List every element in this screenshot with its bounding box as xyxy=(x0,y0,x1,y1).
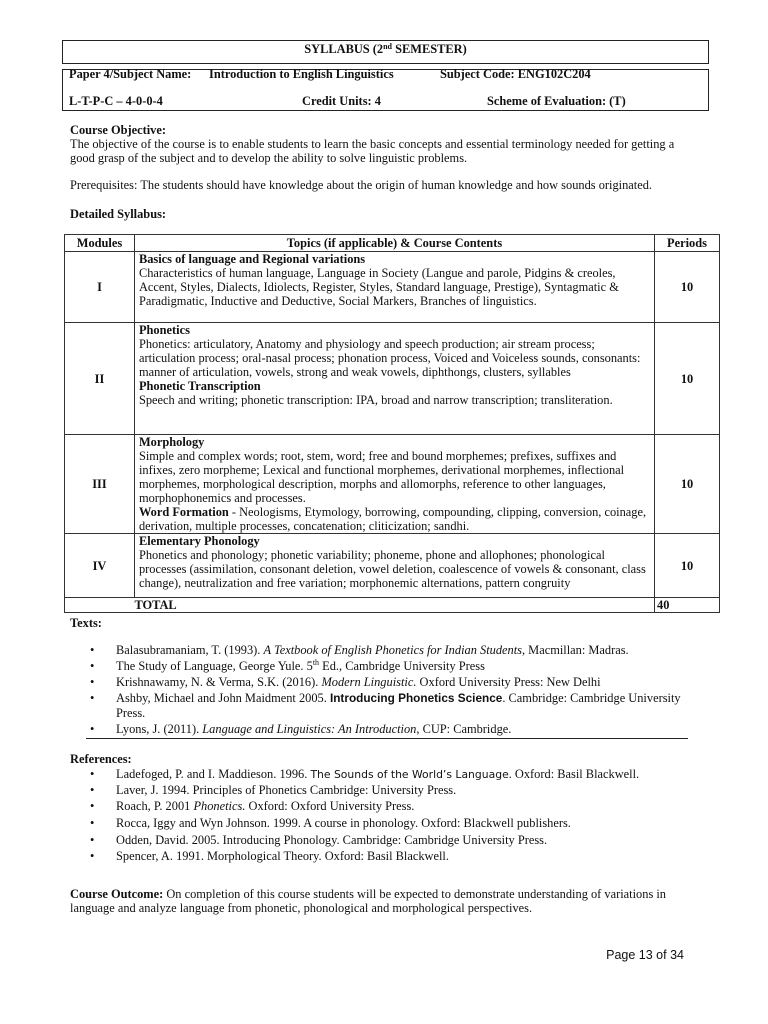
topic-content: Speech and writing; phonetic transcription: IPA, broad and narrow transcription; transliteration. xyxy=(138,393,613,407)
texts-heading: Texts: xyxy=(70,616,102,630)
table-row xyxy=(65,323,720,435)
course-outcome xyxy=(70,887,700,915)
list-item: • Rocca, Iggy and Wyn Johnson. 1999. A course in phonology. Oxford: Blackwell publishers. xyxy=(90,816,571,830)
syllabus-title: SYLLABUS (2nd SEMESTER) xyxy=(304,42,467,56)
list-item: • Ashby, Michael and John Maidment 2005. Introducing Phonetics Science. Cambridge: Cambridge University Press. xyxy=(90,691,681,720)
table-row xyxy=(65,435,720,534)
module-periods: 10 xyxy=(655,435,720,534)
subject-info-box xyxy=(62,69,709,111)
scheme-of-evaluation: Scheme of Evaluation: (T) xyxy=(487,94,626,108)
module-number: I xyxy=(65,252,135,323)
bullet: • xyxy=(90,659,95,673)
outcome-text: On completion of this course students will be expected to demonstrate understanding of variations in language and analyze language from phonetic, phonological and morphological perspectives. xyxy=(70,887,667,915)
list-item: • Balasubramaniam, T. (1993). A Textbook of English Phonetics for Indian Students, Macmillan: Madras. xyxy=(90,643,629,657)
module-number: III xyxy=(65,435,135,534)
prerequisites-text: Prerequisites: The students should have knowledge about the origin of human knowledge and how sounds originated. xyxy=(70,178,653,192)
header-modules: Modules xyxy=(65,235,135,252)
module-number: II xyxy=(65,323,135,435)
list-item: • The Study of Language, George Yule. 5th Ed., Cambridge University Press xyxy=(90,657,485,673)
topic-title: Morphology xyxy=(138,435,205,449)
module-periods: 10 xyxy=(655,323,720,435)
table-header-row xyxy=(65,235,720,252)
table-row xyxy=(65,252,720,323)
table-row xyxy=(65,534,720,598)
module-content xyxy=(134,252,654,323)
module-periods: 10 xyxy=(655,252,720,323)
list-item: • Roach, P. 2001 Phonetics. Oxford: Oxford University Press. xyxy=(90,799,415,813)
topic-title: Word Formation xyxy=(138,505,229,519)
bullet: • xyxy=(90,849,95,863)
topic-title: Phonetics xyxy=(138,323,190,337)
topic-content: Word Formation - Neologisms, Etymology, borrowing, compounding, clipping, conversion, coinage, derivation, multiple processes, concatenation; cliticization; sandhi. xyxy=(138,505,647,533)
outcome-heading: Course Outcome: xyxy=(70,887,164,901)
header-topics: Topics (if applicable) & Course Contents xyxy=(134,235,654,252)
module-content xyxy=(134,435,654,534)
topic-content: Simple and complex words; root, stem, word; free and bound morphemes; prefixes, suffixes and infixes, zero morpheme; Lexical and functional morphemes, derivational morphemes, inflectional morphemes, morphological description, morphs and allomorphs, reference to other languages, morphophonemics and processes. xyxy=(138,449,625,505)
list-item: • Ladefoged, P. and I. Maddieson. 1996. The Sounds of the World’s Language. Oxford: Basil Blackwell. xyxy=(90,767,640,781)
list-item: • Odden, David. 2005. Introducing Phonology. Cambridge: Cambridge University Press. xyxy=(90,833,548,847)
topic-content: Phonetics: articulatory, Anatomy and physiology and speech production; air stream process; articulation process; oral-nasal process; phonation process, Voiced and Voiceless sounds, consonants: manner of articulation, vowels, strong and weak vowels, diphthongs, clusters, syllables xyxy=(138,337,641,379)
syllabus-table xyxy=(64,234,720,613)
bullet: • xyxy=(90,643,95,657)
ltpc: L-T-P-C – 4-0-0-4 xyxy=(69,94,163,108)
bullet: • xyxy=(90,799,95,813)
table-total-row xyxy=(65,598,720,613)
bullet: • xyxy=(90,767,95,781)
bullet: • xyxy=(90,833,95,847)
bullet: • xyxy=(90,691,95,705)
module-content xyxy=(134,534,654,598)
bullet: • xyxy=(90,816,95,830)
topic-title: Phonetic Transcription xyxy=(138,379,261,393)
texts-divider xyxy=(86,738,688,739)
subject-name: Introduction to English Linguistics xyxy=(209,67,394,81)
module-periods: 10 xyxy=(655,534,720,598)
topic-title: Elementary Phonology xyxy=(138,534,260,548)
bullet: • xyxy=(90,783,95,797)
module-content xyxy=(134,323,654,435)
objective-text: The objective of the course is to enable students to learn the basic concepts and essential terminology needed for getting a good grasp of the subject and to develop the ability to solve linguistic problems. xyxy=(70,137,675,165)
bullet: • xyxy=(90,675,95,689)
objective-heading: Course Objective: xyxy=(70,123,166,137)
list-item: • Spencer, A. 1991. Morphological Theory. Oxford: Basil Blackwell. xyxy=(90,849,449,863)
module-number: IV xyxy=(65,534,135,598)
list-item: • Laver, J. 1994. Principles of Phonetics Cambridge: University Press. xyxy=(90,783,457,797)
list-item: • Lyons, J. (2011). Language and Linguistics: An Introduction, CUP: Cambridge. xyxy=(90,722,512,736)
references-heading: References: xyxy=(70,752,132,766)
topic-title: Basics of language and Regional variations xyxy=(138,252,366,266)
texts-list xyxy=(86,643,688,738)
total-label: TOTAL xyxy=(134,598,654,613)
detailed-syllabus-heading: Detailed Syllabus: xyxy=(70,207,167,221)
total-value: 40 xyxy=(655,598,720,613)
topic-content: Characteristics of human language, Language in Society (Langue and parole, Pidgins & creoles, Accent, Styles, Dialects, Idiolects, Register, Styles, Standard language, Prestige), Syntagmatic & Paradigmatic, Inductive and Deductive, Social Markers, Branches of linguistics. xyxy=(138,266,619,308)
topic-content: Phonetics and phonology; phonetic variability; phoneme, phone and allophones; phonological processes (assimilation, consonant deletion, vowel deletion, coalescence of vowels & consonant, class change), neutralization and free variation; morphonemic alternations, pattern congruity xyxy=(138,548,646,590)
references-list xyxy=(86,767,688,865)
syllabus-title-box xyxy=(62,40,709,64)
header-periods: Periods xyxy=(655,235,720,252)
paper-label: Paper 4/Subject Name: xyxy=(69,67,192,81)
subject-code: Subject Code: ENG102C204 xyxy=(440,67,591,81)
list-item: • Krishnawamy, N. & Verma, S.K. (2016). Modern Linguistic. Oxford University Press: New Delhi xyxy=(90,675,601,689)
page-number: Page 13 of 34 xyxy=(606,948,684,962)
bullet: • xyxy=(90,722,95,736)
credit-units: Credit Units: 4 xyxy=(302,94,381,108)
